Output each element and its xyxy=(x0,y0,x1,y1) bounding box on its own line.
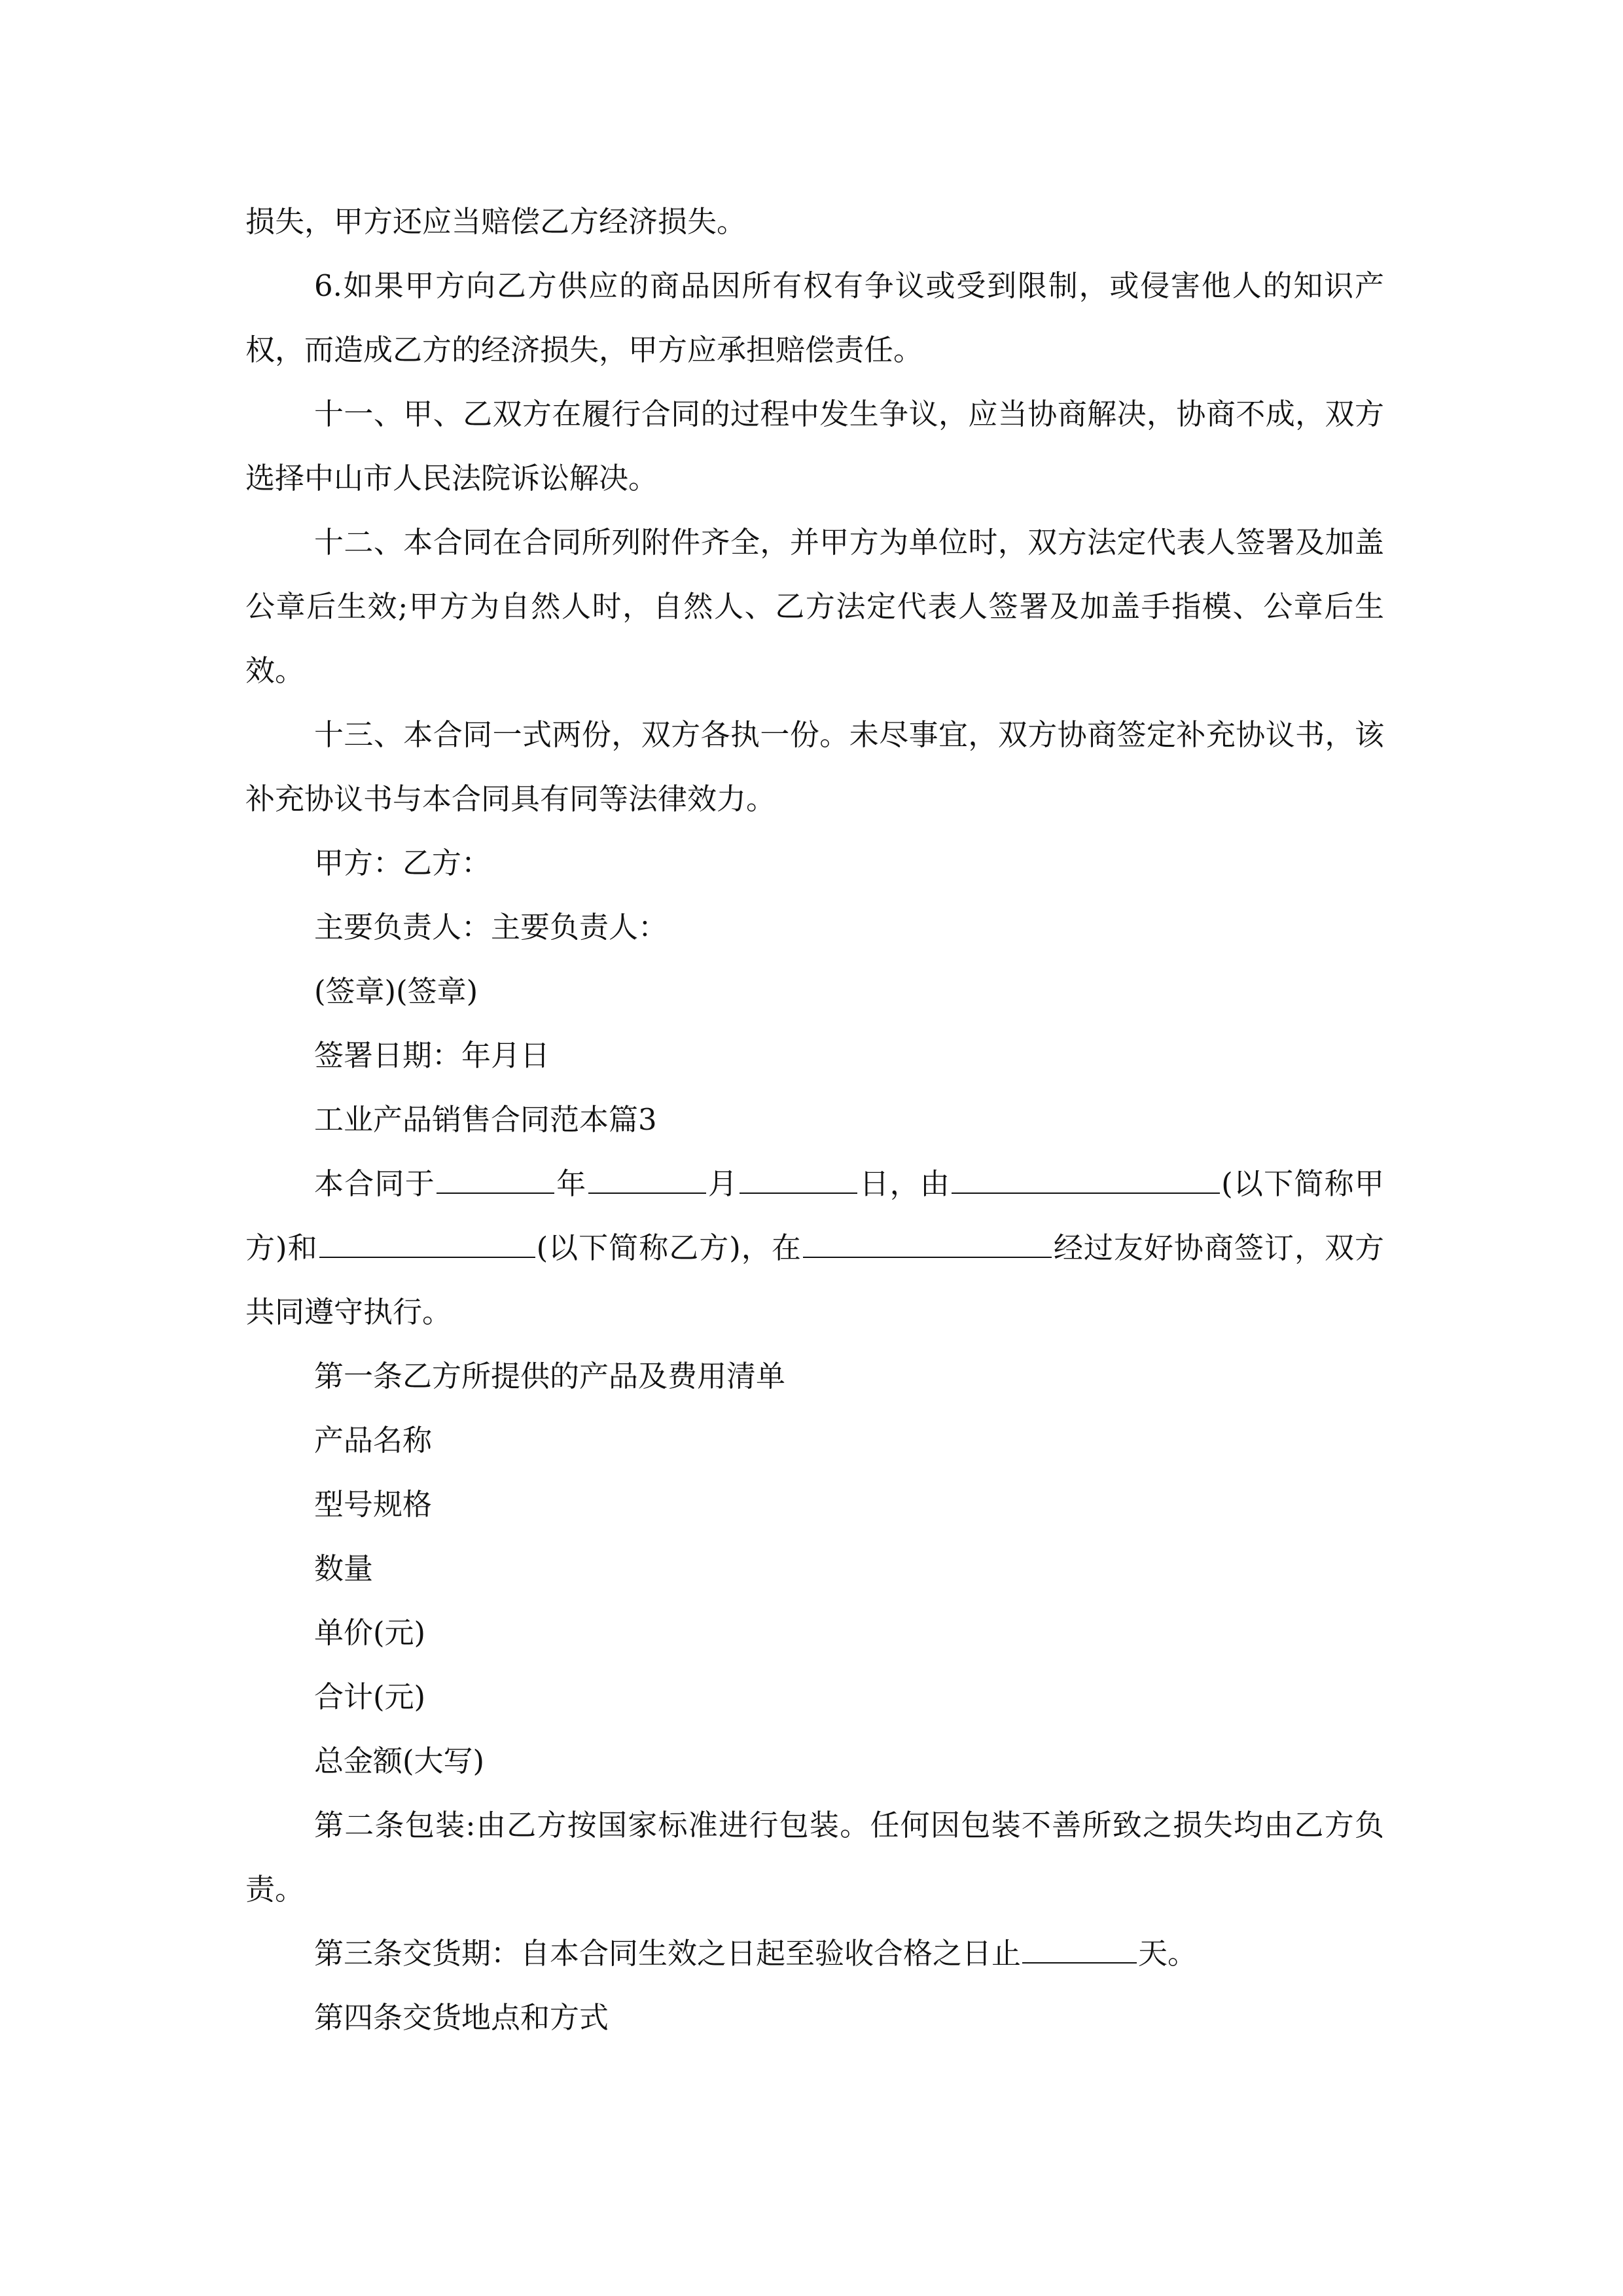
list-item: 产品名称 xyxy=(314,1423,433,1458)
list-item: 数量 xyxy=(314,1551,374,1586)
blank-days[interactable] xyxy=(1022,1924,1137,1964)
signature-persons: 主要负责人：主要负责人： xyxy=(314,910,668,944)
blank-year[interactable] xyxy=(437,1155,554,1194)
paragraph-article-13: 十三、本合同一式两份，双方各执一份。未尽事宜，双方协商签定补充协议书，该补充协议书与本合同具有同等法律效力。 xyxy=(245,717,1384,816)
article-1-title: 第一条乙方所提供的产品及费用清单 xyxy=(314,1359,786,1393)
signature-date: 签署日期：年月日 xyxy=(314,1038,550,1073)
intro-text: 月 xyxy=(707,1166,739,1201)
intro-text: 经过友好协商签订，双方共同遵守执行。 xyxy=(245,1230,1384,1329)
blank-party-a[interactable] xyxy=(952,1155,1220,1194)
intro-text: 年 xyxy=(556,1166,587,1201)
intro-text: (以下简称甲方)和 xyxy=(245,1166,1384,1265)
article-3-text: 天。 xyxy=(1138,1936,1198,1971)
paragraph-clause-6: 6.如果甲方向乙方供应的商品因所有权有争议或受到限制，或侵害他人的知识产权，而造成乙方的经济损失，甲方应承担赔偿责任。 xyxy=(245,268,1384,367)
paragraph-loss: 损失，甲方还应当赔偿乙方经济损失。 xyxy=(245,204,747,239)
paragraph-article-11: 十一、甲、乙双方在履行合同的过程中发生争议，应当协商解决，协商不成，双方选择中山市人民法院诉讼解决。 xyxy=(245,397,1384,495)
list-item: 合计(元) xyxy=(314,1679,426,1714)
blank-day[interactable] xyxy=(740,1155,857,1194)
article-3-text: 第三条交货期：自本合同生效之日起至验收合格之日止 xyxy=(314,1936,1022,1971)
list-item: 总金额(大写) xyxy=(314,1744,485,1778)
blank-party-b[interactable] xyxy=(319,1219,535,1258)
blank-month[interactable] xyxy=(588,1155,706,1194)
paragraph-article-12: 十二、本合同在合同所列附件齐全，并甲方为单位时，双方法定代表人签署及加盖公章后生效;甲方为自然人时，自然人、乙方法定代表人签署及加盖手指模、公章后生效。 xyxy=(245,525,1384,688)
intro-text: 本合同于 xyxy=(314,1166,436,1201)
section-title: 工业产品销售合同范本篇3 xyxy=(314,1102,657,1137)
document-page xyxy=(245,190,1384,2050)
contract-intro xyxy=(245,1152,1384,1344)
list-item: 单价(元) xyxy=(314,1615,426,1650)
signature-parties: 甲方：乙方： xyxy=(314,846,491,880)
article-4-title: 第四条交货地点和方式 xyxy=(314,2000,609,2035)
intro-text: 日，由 xyxy=(859,1166,951,1201)
intro-text: (以下简称乙方)，在 xyxy=(536,1230,802,1265)
list-item: 型号规格 xyxy=(314,1487,433,1522)
article-3 xyxy=(245,1922,1384,1986)
blank-place[interactable] xyxy=(803,1219,1052,1258)
signature-seals: (签章)(签章) xyxy=(314,974,478,1009)
article-2: 第二条包装:由乙方按国家标准进行包装。任何因包装不善所致之损失均由乙方负责。 xyxy=(245,1808,1384,1907)
